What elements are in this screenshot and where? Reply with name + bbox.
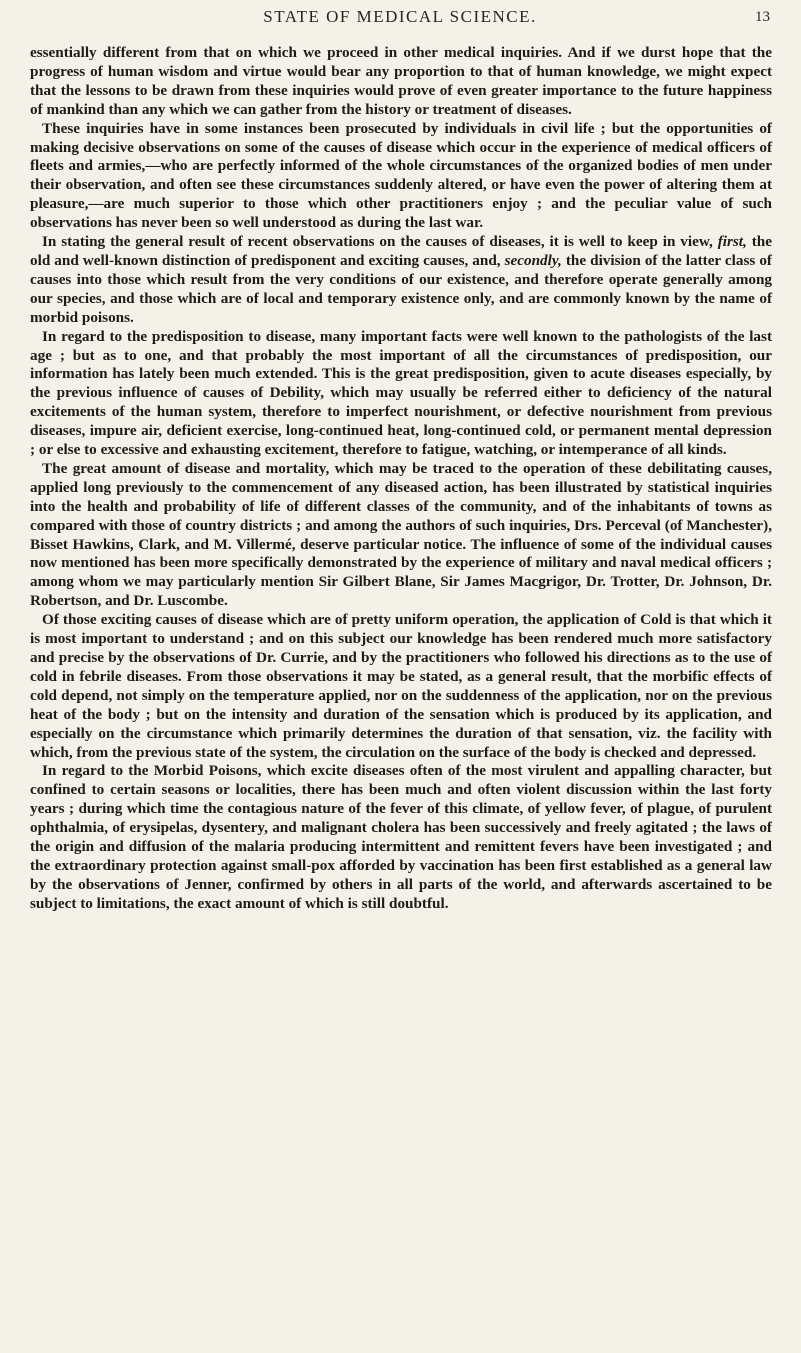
paragraph-text: In stating the general result of recent observations on the causes of diseases, it is well to keep in view, bbox=[42, 233, 718, 251]
paragraph-general-result bbox=[30, 233, 772, 328]
running-head bbox=[30, 6, 770, 28]
body-text bbox=[30, 44, 772, 914]
paragraph-continuation: essentially different from that on which we proceed in other medical inquiries. And if we durst hope that the progress of human wisdom and virtue would bear any proportion to that of human knowledge, we might expect that the lessons to be drawn from these inquiries would prove of even greater importance to the future happiness of mankind than any which we can gather from the history or treatment of diseases. bbox=[30, 44, 772, 118]
paragraph-predisposition: In regard to the predisposition to disease, many important facts were well known to the pathologists of the last age ; but as to one, and that probably the most important of all the circumstances of predisposition, our information has lately been much extended. This is the great predisposition, given to acute diseases especially, by the previous influence of causes of Debility, which may usually be referred either to deficiency of the natural excitements of the human system, therefore to imperfect nourishment, or defective nourishment from previous diseases, impure air, deficient exercise, long-continued heat, long-continued cold, or permanent mental depression ; or else to excessive and exhausting excitement, therefore to fatigue, watching, or intemperance of all kinds. bbox=[30, 327, 772, 459]
paragraph-morbid-poisons: In regard to the Morbid Poisons, which excite diseases often of the most virulent and appalling character, but confined to certain seasons or localities, there has been much and often violent discussion within the last forty years ; during which time the contagious nature of the fever of this climate, of yellow fever, of plague, of purulent ophthalmia, of erysipelas, dysentery, and malignant cholera has been successively and freely agitated ; the laws of the origin and diffusion of the malaria producing intermittent and remittent fevers have been investigated ; and the extraordinary protection against small-pox afforded by vaccination has been first established as a general law by the observations of Jenner, confirmed by others in all parts of the world, and afterwards ascertained to be subject to limitations, the exact amount of which is still doubtful. bbox=[30, 762, 772, 912]
emphasis-first: first, bbox=[717, 233, 747, 251]
running-title: STATE OF MEDICAL SCIENCE. bbox=[263, 7, 537, 26]
paragraph-text: the old and well-known distinction of predisponent and exciting causes, and, bbox=[30, 233, 772, 269]
paragraph-mortality: The great amount of disease and mortality, which may be traced to the operation of these debilitating causes, applied long previously to the commencement of any diseased action, has been illustrated by statistical inquiries into the health and probability of life of different classes of the community, and of the inhabitants of towns as compared with those of country districts ; and among the authors of such inquiries, Drs. Perceval (of Manchester), Bisset Hawkins, Clark, and M. Villermé, deserve particular notice. The influence of some of the individual causes now mentioned has been more specifically demonstrated by the experience of military and naval medical officers ; among whom we may particularly mention Sir Gilbert Blane, Sir James Macgrigor, Dr. Trotter, Dr. Johnson, Dr. Robertson, and Dr. Luscombe. bbox=[30, 459, 772, 610]
paragraph-inquiries: These inquiries have in some instances been prosecuted by individuals in civil life ; but the opportunities of making decisive observations on some of the causes of disease which occur in the experience of medical officers of fleets and armies,—who are perfectly informed of the whole circumstances of the organized bodies of men under their observation, and often see these circumstances suddenly altered, or have even the power of altering them at pleasure,—are much superior to those which other practitioners enjoy ; and the peculiar value of such observations has never been so well understood as during the last war. bbox=[30, 119, 772, 232]
emphasis-secondly: secondly, bbox=[504, 251, 562, 269]
page-number: 13 bbox=[755, 9, 770, 25]
paragraph-cold: Of those exciting causes of disease which are of pretty uniform operation, the application of Cold is that which it is most important to understand ; and on this subject our knowledge has been rendered much more satisfactory and precise by the observations of Dr. Currie, and by the practitioners who followed his directions as to the use of cold in febrile diseases. From those observations it may be stated, as a general result, that the morbific effects of cold depend, not simply on the temperature applied, nor on the suddenness of the application, nor on the previous heat of the body ; but on the intensity and duration of the sensation which is produced by its application, and especially on the circumstance which primarily determines the duration of that sensation, viz. the facility with which, from the previous state of the system, the circulation on the surface of the body is checked and depressed. bbox=[30, 611, 772, 761]
paragraph-text: the division of the latter class of causes into those which result from the very conditions of our existence, and therefore operate generally among our species, and those which are of local and temporary existence only, and are commonly known by the name of morbid poisons. bbox=[30, 251, 772, 326]
